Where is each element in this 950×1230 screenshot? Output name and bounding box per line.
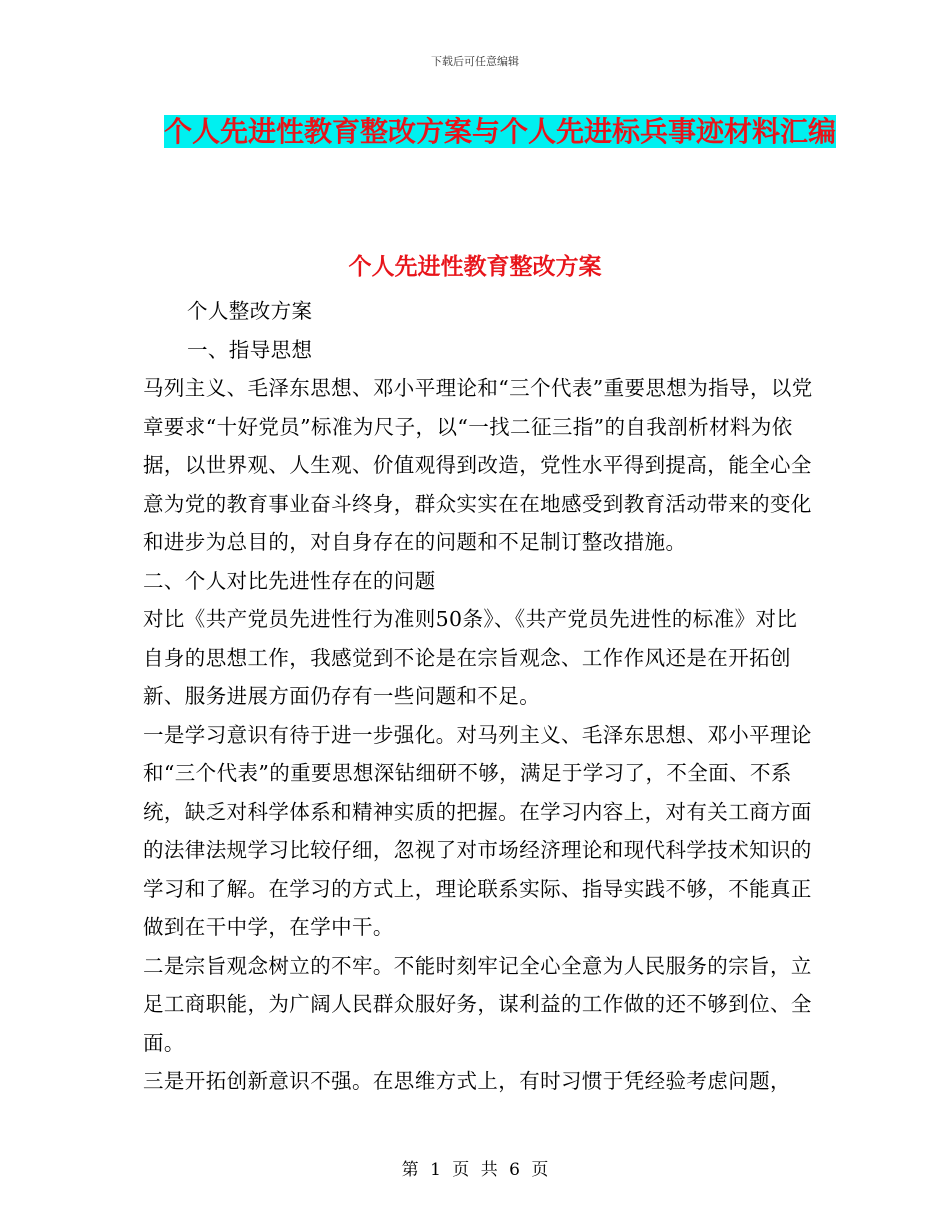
header-note: 下载后可任意编辑 [431, 55, 519, 68]
page-footer: 第 1 页 共 6 页 [401, 1160, 549, 1180]
paragraph: 二、个人对比先进性存在的问题 [143, 568, 436, 593]
main-title-text: 个人先进性教育整改方案与个人先进标兵事迹材料汇编 [163, 115, 836, 148]
paragraph: 二是宗旨观念树立的不牢。不能时刻牢记全心全意为人民服务的宗旨，立足工商职能，为广阔人民群众服好务，谋利益的工作做的还不够到位、全面。 [143, 953, 812, 1055]
paragraph: 马列主义、毛泽东思想、邓小平理论和“三个代表”重要思想为指导，以党章要求“十好党员”标准为尺子，以“一找二征三指”的自我剖析材料为依据，以世界观、人生观、价值观得到改造，党性水平得到提高，能全心全意为党的教育事业奋斗终身，群众实实在在地感受到教育活动带来的变化和进步为总目的，对自身存在的问题和不足制订整改措施。 [143, 376, 813, 554]
section-title: 个人先进性教育整改方案 [348, 254, 602, 280]
paragraph: 对比《共产党员先进性行为准则50条》、《共产党员先进性的标准》对比自身的思想工作，我感觉到不论是在宗旨观念、工作作风还是在开拓创新、服务进展方面仍存有一些问题和不足。 [143, 607, 798, 708]
paragraph: 个人整改方案 [187, 299, 313, 323]
body-text [143, 292, 813, 1101]
paragraph: 一是学习意识有待于进一步强化。对马列主义、毛泽东思想、邓小平理论和“三个代表”的重要思想深钻细研不够，满足于学习了，不全面、不系统，缺乏对科学体系和精神实质的把握。在学习内容上，对有关工商方面的法律法规学习比较仔细，忽视了对市场经济理论和现代科学技术知识的学习和了解。在学习的方式上，理论联系实际、指导实践不够，不能真正做到在干中学，在学中干。 [143, 722, 812, 939]
paragraph: 三是开拓创新意识不强。在思维方式上，有时习惯于凭经验考虑问题， [143, 1069, 791, 1093]
paragraph: 一、指导思想 [187, 337, 313, 362]
main-title [160, 108, 840, 156]
